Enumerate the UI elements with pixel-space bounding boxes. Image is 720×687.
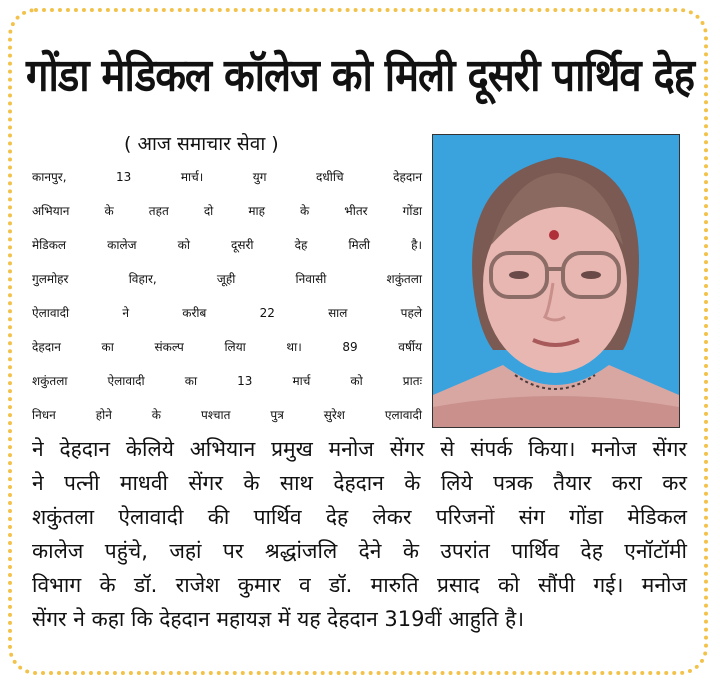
headline: गोंडा मेडिकल कॉलेज को मिली दूसरी पार्थिव देह — [25, 50, 695, 102]
body-line: देहदान का संकल्प लिया था। 89 वर्षीय — [32, 340, 422, 354]
body-line: निधन होने के पश्चात पुत्र सुरेश एलावादी — [32, 408, 422, 422]
body-line: शकुंतला ऐलावादी की पार्थिव देह लेकर परिजनों संग गोंडा मेडिकल — [32, 505, 687, 529]
body-line: कानपुर, 13 मार्च। युग दधीचि देहदान — [32, 170, 422, 184]
body-line: कालेज पहुंचे, जहां पर श्रद्धांजलि देने के उपरांत पार्थिव देह एनॉटॉमी — [32, 539, 687, 563]
body-line: शकुंतला ऐलावादी का 13 मार्च को प्रातः — [32, 374, 422, 388]
byline: ( आज समाचार सेवा ) — [124, 133, 279, 155]
body-line: अभियान के तहत दो माह के भीतर गोंडा — [32, 204, 422, 218]
body-line: सेंगर ने कहा कि देहदान महायज्ञ में यह देहदान 319वीं आहुति है। — [32, 607, 525, 631]
body-line: ने देहदान केलिये अभियान प्रमुख मनोज सेंगर से संपर्क किया। मनोज सेंगर — [32, 437, 687, 461]
article-body — [32, 160, 687, 636]
body-line: ने पत्नी माधवी सेंगर के साथ देहदान के लिये पत्रक तैयार करा कर — [32, 471, 687, 495]
body-line: विभाग के डॉ. राजेश कुमार व डॉ. मारुति प्रसाद को सौंपी गई। मनोज — [32, 573, 687, 597]
body-line: मेडिकल कालेज को दूसरी देह मिली है। — [32, 238, 422, 252]
body-line: ऐलावादी ने करीब 22 साल पहले — [32, 306, 422, 320]
body-line: गुलमोहर विहार, जूही निवासी शकुंतला — [32, 272, 422, 286]
